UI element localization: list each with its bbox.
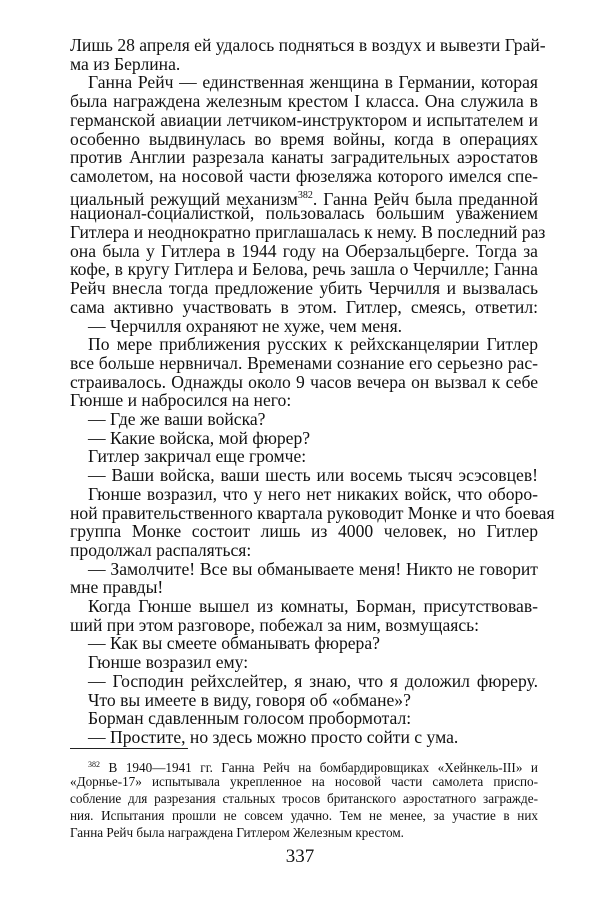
body-line: ший при этом разговоре, побежал за ним, возмущаясь: bbox=[70, 614, 480, 635]
body-line: — Черчилля охраняют не хуже, чем меня. bbox=[88, 315, 403, 336]
footnote-line-text: В 1940—1941 гг. Ганна Рейч на бомбардировщиках «Хейнкель-III» и bbox=[108, 760, 538, 775]
footnote-separator bbox=[70, 748, 188, 749]
body-line: против Англии разрезала канаты заградительных аэростатов bbox=[70, 147, 538, 168]
body-line: ма из Берлина. bbox=[70, 53, 181, 74]
body-line: Гюнше и набросился на него: bbox=[70, 390, 292, 411]
body-line: Лишь 28 апреля ей удалось подняться в воздух и вывезти Грай- bbox=[70, 35, 546, 55]
body-line: самолетом, на носовой части фюзеляжа которого имелся спе- bbox=[70, 165, 538, 186]
body-line-start: циальный режущий механизм bbox=[70, 188, 298, 209]
body-line: По мере приближения русских к рейхсканцелярии Гитлер bbox=[88, 334, 538, 355]
body-line: — Замолчите! Все вы обманываете меня! Никто не говорит bbox=[88, 558, 538, 579]
body-line: страивалось. Однажды около 9 часов вечера он вызвал к себе bbox=[70, 371, 538, 392]
body-line: национал-социалисткой, пользовалась большим уважением bbox=[70, 203, 538, 224]
body-line: Что вы имеете в виду, говоря об «обмане»? bbox=[88, 689, 411, 710]
body-line: Гюнше возразил, что у него нет никаких войск, что оборо- bbox=[88, 483, 538, 504]
body-line: — Простите, но здесь можно просто сойти с ума. bbox=[88, 726, 459, 747]
footnote-ref: 382 bbox=[297, 189, 313, 201]
body-line: кофе, в кругу Гитлера и Белова, речь зашла о Черчилле; Ганна bbox=[70, 259, 538, 280]
body-line: мне правды! bbox=[70, 577, 164, 598]
body-line: все больше нервничал. Временами сознание его серьезно рас- bbox=[70, 352, 538, 373]
footnote-number: 382 bbox=[88, 760, 100, 769]
body-line: Гитлер закричал еще громче: bbox=[88, 446, 307, 467]
body-line: Ганна Рейч — единственная женщина в Германии, которая bbox=[88, 72, 538, 93]
body-line: — Где же ваши войска? bbox=[88, 409, 266, 429]
body-line: Когда Гюнше вышел из комнаты, Борман, присутствовав- bbox=[88, 596, 538, 616]
body-line: ной правительственного квартала руководит Монке и что боевая bbox=[70, 502, 555, 523]
body-line: — Какие войска, мой фюрер? bbox=[88, 427, 311, 448]
body-line: Гюнше возразил ему: bbox=[88, 652, 249, 673]
body-line: — Ваши войска, ваши шесть или восемь тысяч эсэсовцев! bbox=[88, 465, 538, 486]
body-line: Гитлера и неоднократно приглашалась к нему. В последний раз bbox=[70, 222, 546, 242]
body-line: сама активно участвовать в этом. Гитлер, смеясь, ответил: bbox=[70, 296, 538, 317]
footnote-line: «Дорнье-17» испытывала укрепленное на носовой части самолета приспо- bbox=[70, 774, 538, 789]
footnote-line: собление для разрезания стальных тросов британского аэростатного загражде- bbox=[70, 791, 538, 806]
body-line: была награждена железным крестом I класса. Она служила в bbox=[70, 91, 538, 112]
body-line: группа Монке состоит лишь из 4000 человек, но Гитлер bbox=[70, 521, 538, 542]
body-line: особенно выдвинулась во время войны, когда в операциях bbox=[70, 128, 538, 149]
body-line: она была у Гитлера в 1944 году на Оберзальцберге. Тогда за bbox=[70, 240, 538, 261]
body-line: Рейч внесла тогда предложение убить Черчилля и вызвалась bbox=[70, 278, 538, 299]
body-line-tail: . Ганна Рейч была преданной bbox=[312, 188, 538, 209]
body-line: — Господин рейхслейтер, я знаю, что я доложил фюреру. bbox=[88, 670, 538, 691]
body-line: Борман сдавленным голосом пробормотал: bbox=[88, 708, 412, 729]
footnote-line: ния. Испытания прошли не совсем удачно. Тем не менее, за участие в них bbox=[70, 808, 538, 823]
footnote-line: Ганна Рейч была награждена Гитлером Железным крестом. bbox=[70, 825, 404, 840]
body-line: — Как вы смеете обманывать фюрера? bbox=[88, 633, 380, 654]
body-line: продолжал распаляться: bbox=[70, 539, 252, 560]
page-number: 337 bbox=[285, 846, 315, 867]
body-line: германской авиации летчиком-инструктором и испытателем и bbox=[70, 109, 538, 130]
